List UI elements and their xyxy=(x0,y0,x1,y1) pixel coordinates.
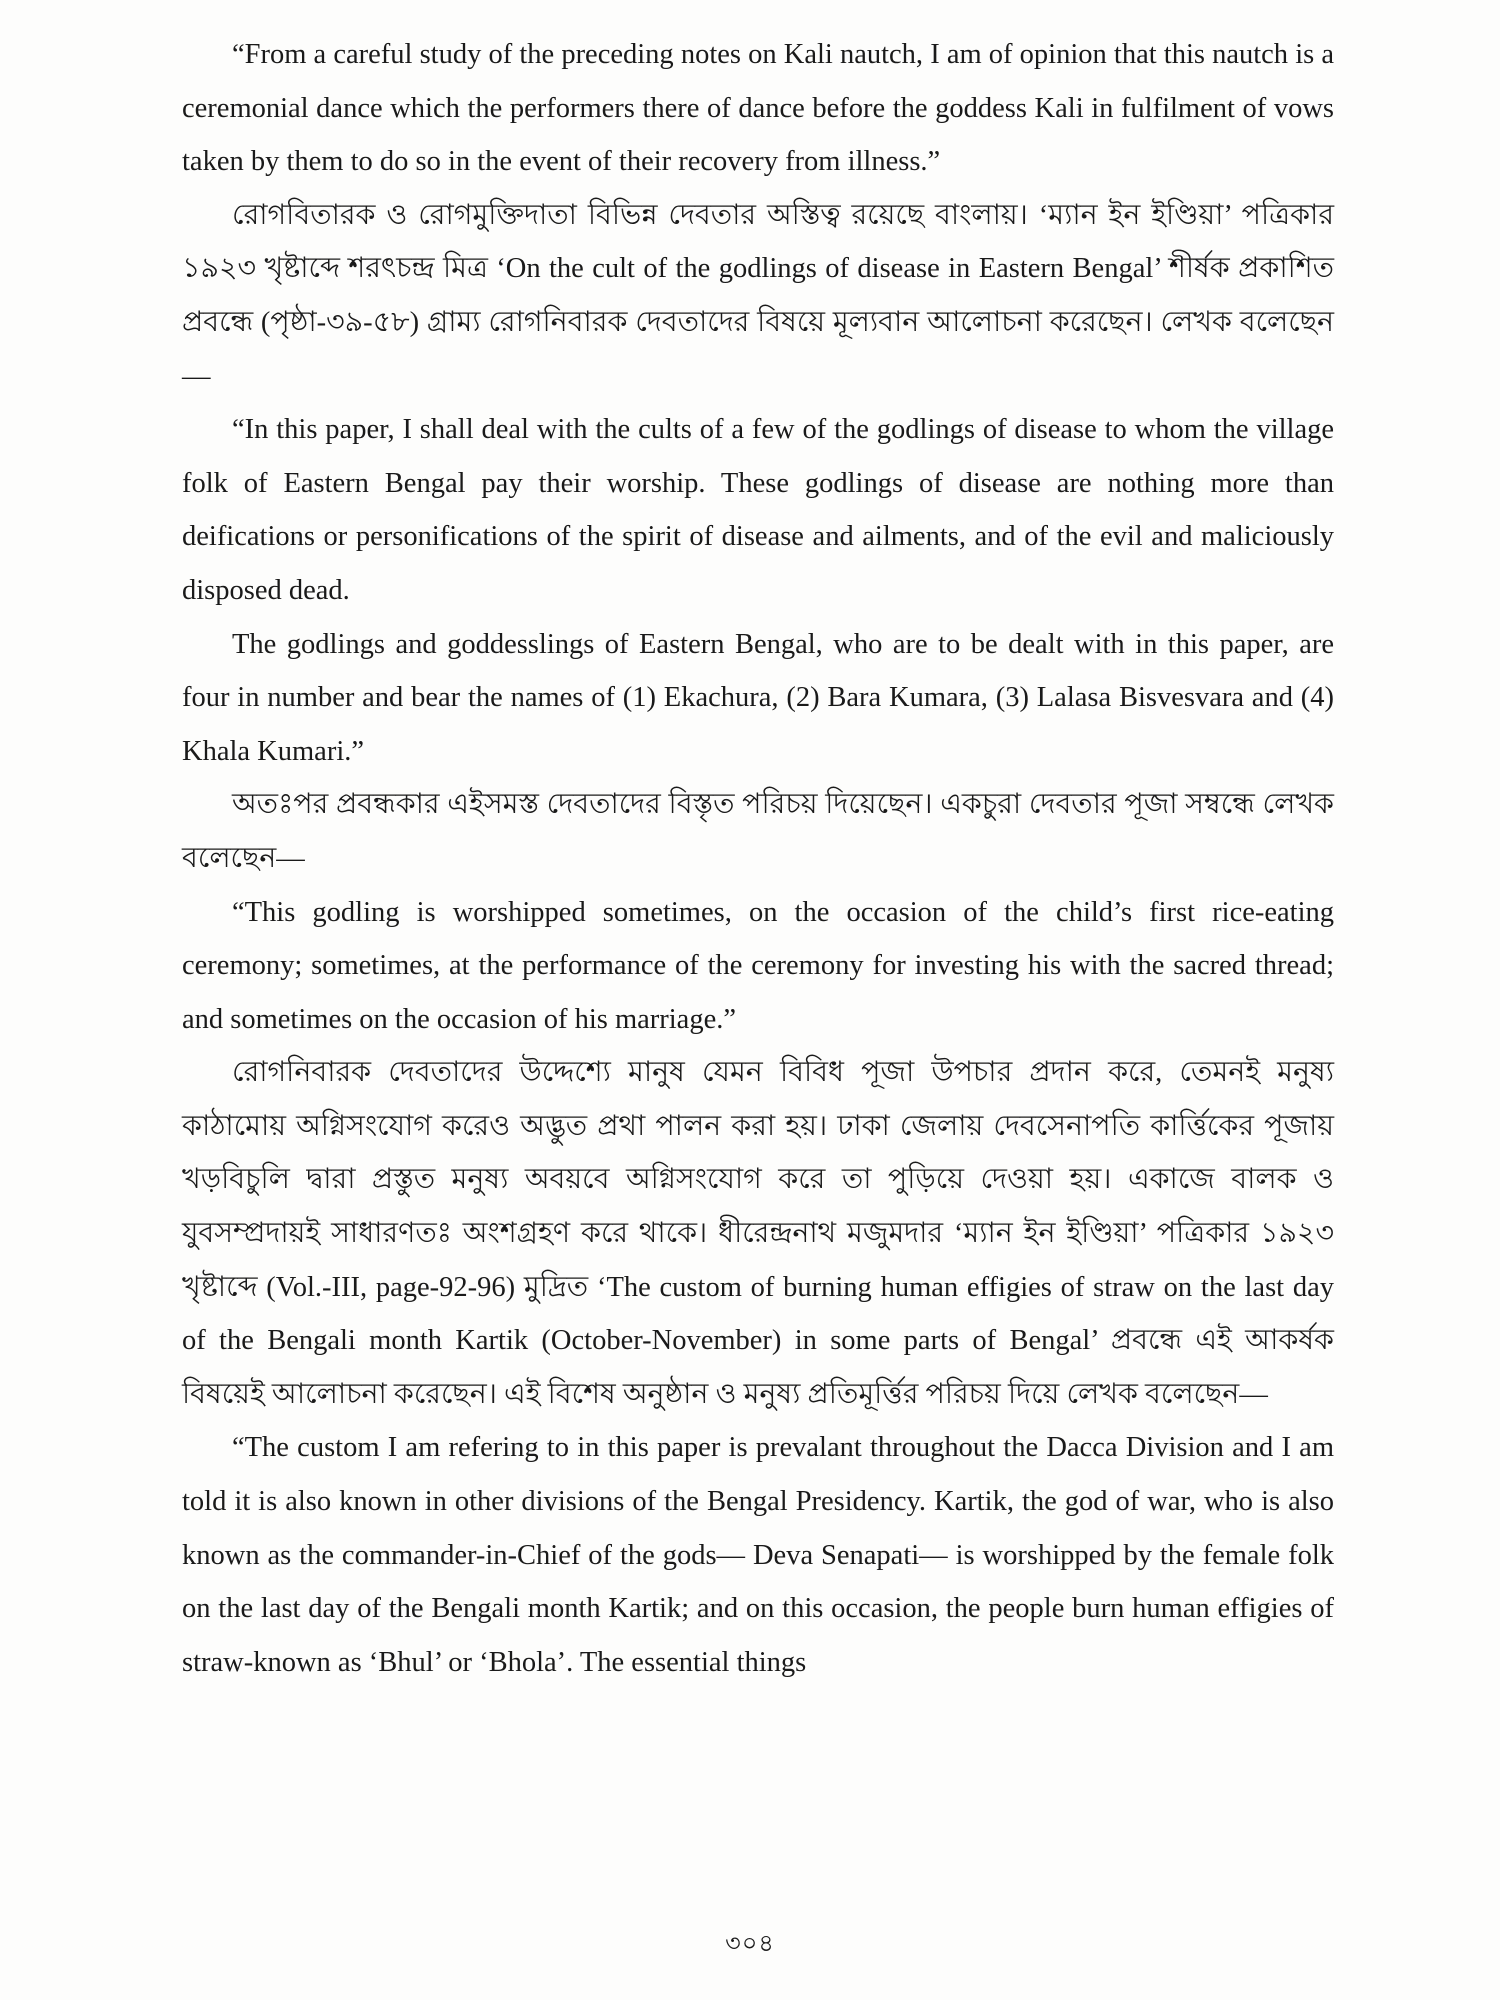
paragraph-ekachura-intro: অতঃপর প্রবন্ধকার এইসমস্ত দেবতাদের বিস্তৃত পরিচয় দিয়েছেন। একচুরা দেবতার পূজা সম্বন্ধে লেখক বলেছেন— xyxy=(182,789,1334,874)
paragraph-quote-kartik-custom: “The custom I am refering to in this paper is prevalant throughout the Dacca Division and I am told it is also known in other divisions of the Bengal Presidency. Kartik, the god of war, who is also known as the commander-in-Chief of the gods— Deva Senapati— is worshipped by the female folk on the last day of the Bengali month Kartik; and on this occasion, the people burn human effigies of straw-known as ‘Bhul’ or ‘Bhola’. The essential things xyxy=(182,1432,1334,1678)
paragraph-quote-four-godlings: The godlings and goddesslings of Eastern Bengal, who are to be dealt with in this paper, are four in number and bear the names of (1) Ekachura, (2) Bara Kumara, (3) Lalasa Bisvesvara and (4) Khala Kumari.” xyxy=(182,628,1334,767)
paragraph-quote-ekachura-worship: “This godling is worshipped sometimes, on the occasion of the child’s first rice-eating ceremony; sometimes, at the performance of the ceremony for investing his with the sacred thread; and sometimes on the occasion of his marriage.” xyxy=(182,896,1334,1035)
paragraph-quote-kali-nautch: “From a careful study of the preceding notes on Kali nautch, I am of opinion that this nautch is a ceremonial dance which the performers there of dance before the goddess Kali in fulfilment of vows taken by them to do so in the event of their recovery from illness.” xyxy=(182,39,1334,178)
paragraph-effigy-burning: রোগনিবারক দেবতাদের উদ্দেশ্যে মানুষ যেমন বিবিধ পূজা উপচার প্রদান করে, তেমনই মনুষ্য কাঠামোয় অগ্নিসংযোগ করেও অদ্ভুত প্রথা পালন করা হয়। ঢাকা জেলায় দেবসেনাপতি কার্ত্তিকের পূজায় খড়বিচুলি দ্বারা প্রস্তুত মনুষ্য অবয়বে অগ্নিসংযোগ করে তা পুড়িয়ে দেওয়া হয়। একাজে বালক ও যুবসম্প্রদায়ই সাধারণতঃ অংশগ্রহণ করে থাকে। ধীরেন্দ্রনাথ মজুমদার ‘ম্যান ইন ইণ্ডিয়া’ পত্রিকার ১৯২৩ খৃষ্টাব্দে (Vol.-III, page-92-96) মুদ্রিত ‘The custom of burning human effigies of straw on the last day of the Bengali month Kartik (October-November) in some parts of Bengal’ প্রবন্ধে এই আকর্ষক বিষয়েই আলোচনা করেছেন। এই বিশেষ অনুষ্ঠান ও মনুষ্য প্রতিমূর্ত্তির পরিচয় দিয়ে লেখক বলেছেন— xyxy=(182,1057,1334,1410)
body-text xyxy=(182,28,1334,1689)
paragraph-quote-godlings-of-disease: “In this paper, I shall deal with the cults of a few of the godlings of disease to whom the village folk of Eastern Bengal pay their worship. These godlings of disease are nothing more than deifications or personifications of the spirit of disease and ailments, and of the evil and maliciously disposed dead. xyxy=(182,414,1334,606)
page-number: ৩০৪ xyxy=(725,1929,775,1957)
paragraph-disease-godlings-intro: রোগবিতারক ও রোগমুক্তিদাতা বিভিন্ন দেবতার অস্তিত্ব রয়েছে বাংলায়। ‘ম্যান ইন ইণ্ডিয়া’ পত্রিকার ১৯২৩ খৃষ্টাব্দে শরৎচন্দ্র মিত্র ‘On the cult of the godlings of disease in Eastern Bengal’ শীর্ষক প্রকাশিত প্রবন্ধে (পৃষ্ঠা-৩৯-৫৮) গ্রাম্য রোগনিবারক দেবতাদের বিষয়ে মূল্যবান আলোচনা করেছেন। লেখক বলেছেন— xyxy=(182,199,1334,392)
